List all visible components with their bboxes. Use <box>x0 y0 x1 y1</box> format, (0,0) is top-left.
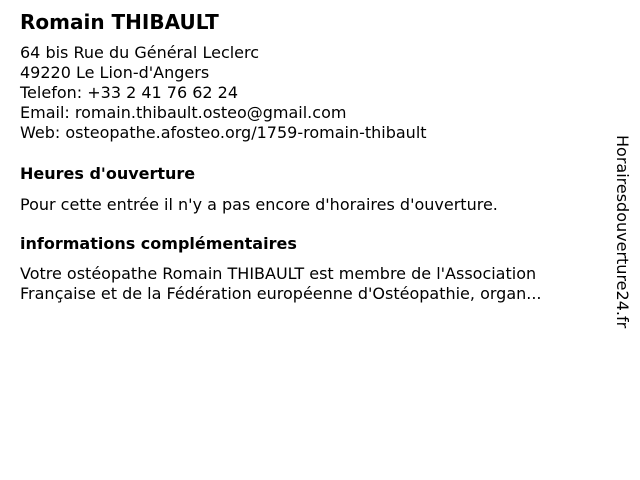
opening-hours-heading: Heures d'ouverture <box>20 164 196 183</box>
address-city: 49220 Le Lion-d'Angers <box>20 63 210 82</box>
business-name: Romain THIBAULT <box>20 10 219 34</box>
opening-hours-text: Pour cette entrée il n'y a pas encore d'horaires d'ouverture. <box>20 195 498 214</box>
email-address: Email: romain.thibault.osteo@gmail.com <box>20 103 347 122</box>
address-street: 64 bis Rue du Général Leclerc <box>20 43 260 62</box>
additional-info-text <box>20 264 542 304</box>
website-url: Web: osteopathe.afosteo.org/1759-romain-thibault <box>20 123 427 142</box>
additional-info-line-2: Française et de la Fédération européenne d'Ostéopathie, organ... <box>20 284 542 303</box>
phone-number: Telefon: +33 2 41 76 62 24 <box>20 83 239 102</box>
contact-info <box>20 43 427 143</box>
additional-info-line-1: Votre ostéopathe Romain THIBAULT est membre de l'Association <box>20 264 537 283</box>
site-watermark: Horairesdouverture24.fr <box>613 135 632 329</box>
additional-info-heading: informations complémentaires <box>20 234 297 253</box>
